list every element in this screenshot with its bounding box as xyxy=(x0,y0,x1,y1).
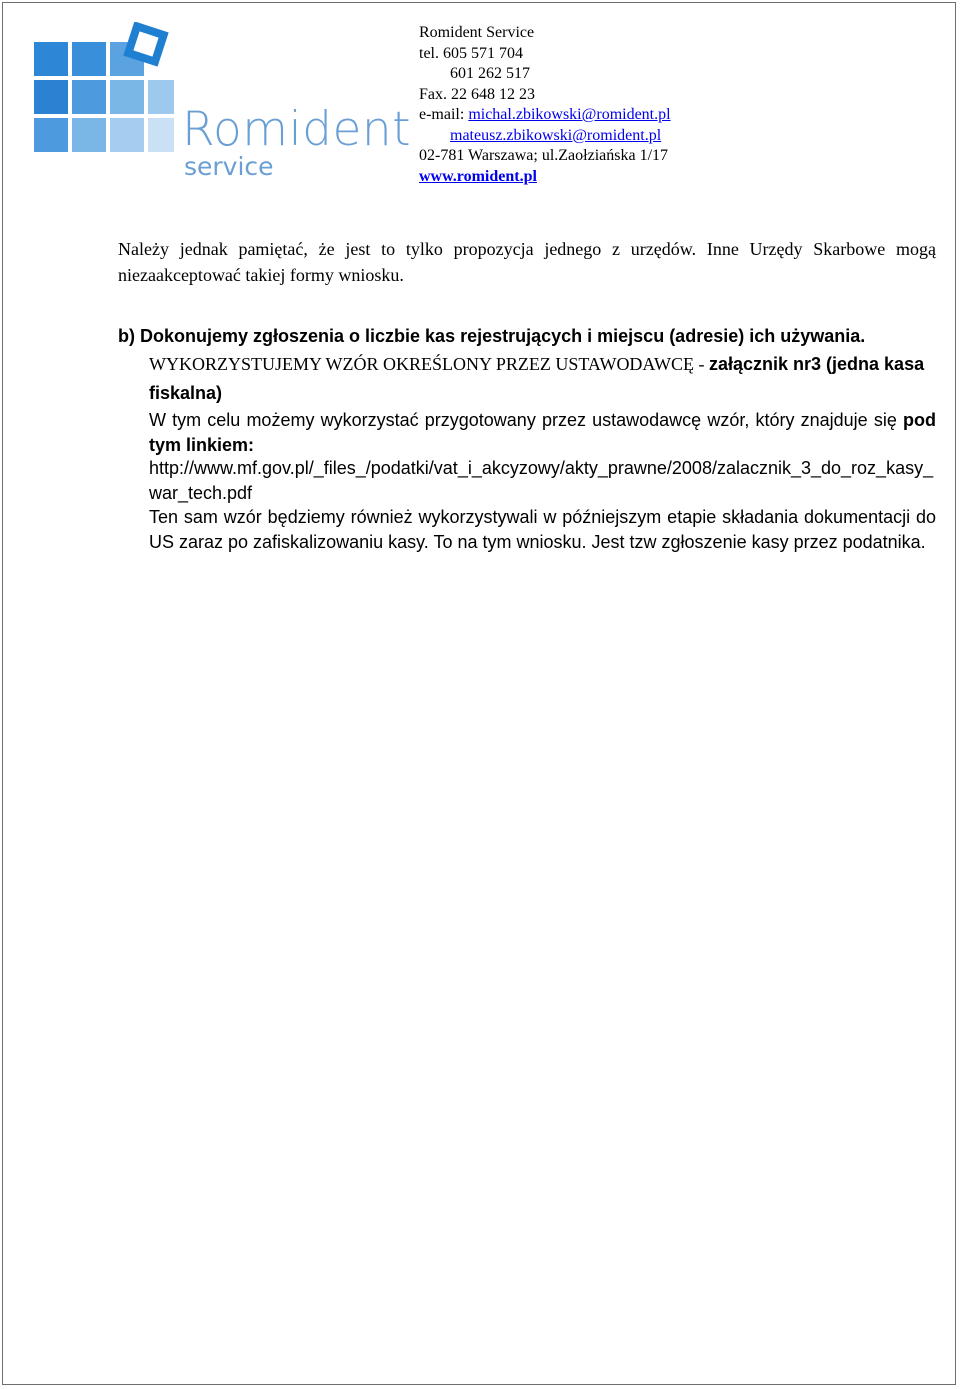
email-link-2[interactable]: mateusz.zbikowski@romident.pl xyxy=(450,126,662,144)
address: 02-781 Warszawa; ul.Zaołziańska 1/17 xyxy=(419,147,669,164)
website-line xyxy=(419,167,671,188)
celu-text: W tym celu możemy wykorzystać przygotowany przez ustawodawcę wzór, który znajduje się xyxy=(149,410,903,430)
logo-title: Romident xyxy=(182,102,412,157)
wzor-attachment: załącznik nr3 (jedna kasa fiskalna) xyxy=(149,354,925,403)
celu-paragraph xyxy=(149,408,936,457)
website-link[interactable]: www.romident.pl xyxy=(419,167,537,185)
logo-squares-icon xyxy=(30,22,180,167)
romident-logo xyxy=(30,22,412,181)
item-b-heading: b) Dokonujemy zgłoszenia o liczbie kas rejestrujących i miejscu (adresie) ich używania. xyxy=(118,326,866,346)
page-frame xyxy=(2,2,956,1385)
email-line xyxy=(419,105,671,126)
phone-1: tel. 605 571 704 xyxy=(419,44,523,62)
wzor-text: WYKORZYSTUJEMY WZÓR OKREŚLONY PRZEZ USTAWODAWCĘ - xyxy=(149,354,709,374)
email-link-1[interactable]: michal.zbikowski@romident.pl xyxy=(468,106,671,123)
fax: Fax. 22 648 12 23 xyxy=(419,85,535,103)
email-label: e-mail: xyxy=(419,106,469,123)
closing-paragraph: Ten sam wzór będziemy również wykorzystywali w późniejszym etapie składania dokumentacji do US zaraz po zafiskalizowaniu kasy. To na tym wniosku. Jest tzw zgłoszenie kasy przez podatnika. xyxy=(149,507,936,552)
company-name: Romident Service xyxy=(419,24,535,41)
phone-2: 601 262 517 xyxy=(450,65,530,82)
celu-link-label: pod tym linkiem: xyxy=(149,410,936,455)
email-line-2 xyxy=(419,126,671,147)
form-url-link[interactable]: http://www.mf.gov.pl/_files_/podatki/vat_i_akcyzowy/akty_prawne/2008/zalacznik_3_do_roz_kasy_war_tech.pdf xyxy=(149,458,934,503)
wzor-paragraph xyxy=(149,350,936,408)
contact-block xyxy=(419,23,671,187)
logo-subtitle: service xyxy=(184,152,274,181)
intro-paragraph: Należy jednak pamiętać, że jest to tylko propozycja jednego z urzędów. Inne Urzędy Skarbowe mogą niezaakceptować takiej formy wniosku. xyxy=(118,239,936,285)
